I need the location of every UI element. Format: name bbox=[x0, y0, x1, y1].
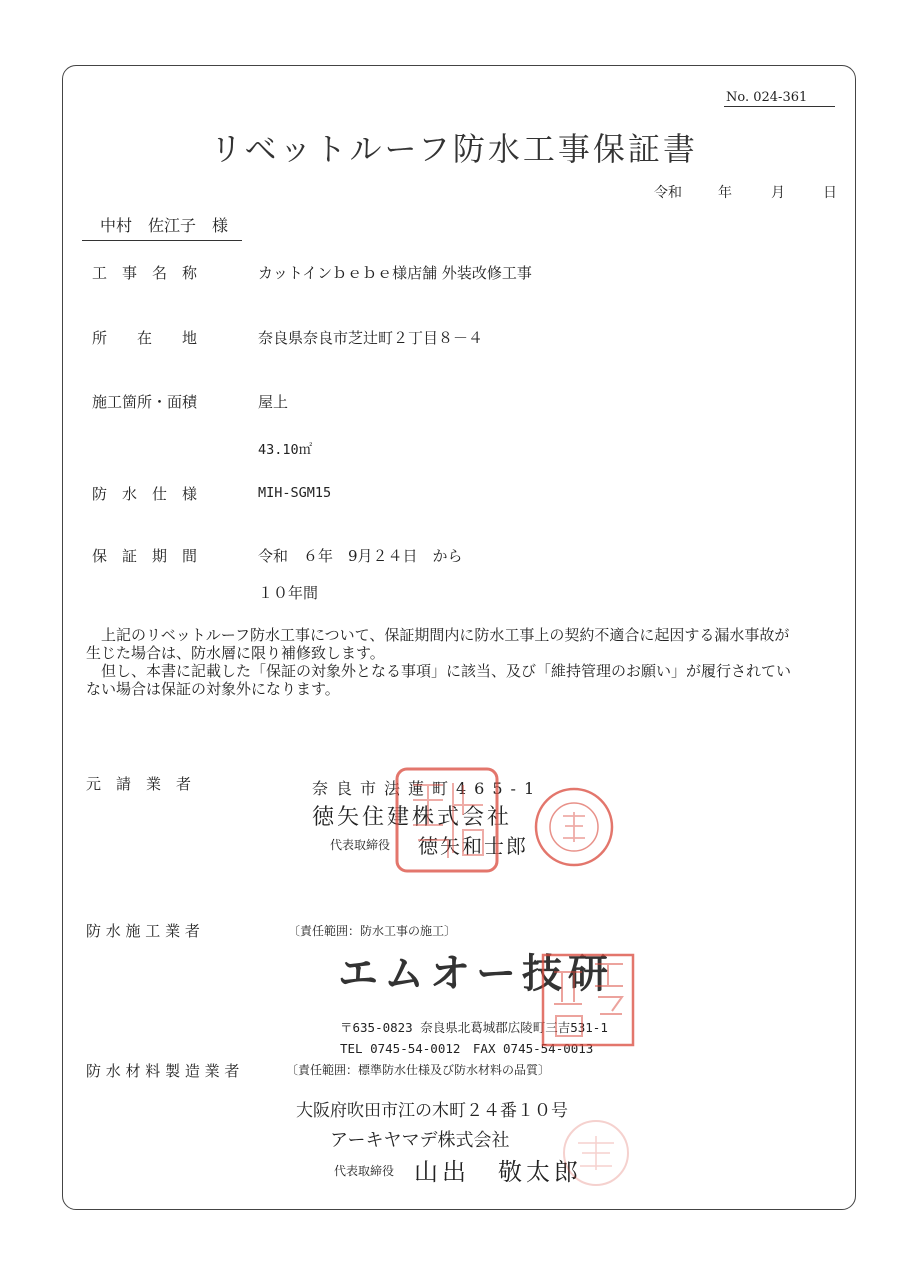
field-label-area: 施工箇所・面積 bbox=[92, 393, 198, 411]
prime-contractor-rep-title: 代表取締役 bbox=[330, 838, 391, 852]
square-seal-icon bbox=[393, 765, 501, 875]
document-number: No. 024-361 bbox=[724, 90, 835, 107]
waterproof-contractor-company: エムオー技研 bbox=[338, 951, 614, 997]
manufacturer-rep-title: 代表取締役 bbox=[334, 1164, 395, 1178]
field-value-project-name: カットインｂｅｂｅ様店舗 外装改修工事 bbox=[258, 264, 532, 282]
terms-line-2: 但し、本書に記載した「保証の対象外となる事項」に該当、及び「維持管理のお願い」が履行されていない場合は保証の対象外になります。 bbox=[86, 662, 792, 698]
date-day: 日 bbox=[823, 185, 837, 201]
terms-paragraph bbox=[86, 626, 796, 698]
manufacturer-scope: 〔責任範囲：標準防水仕様及び防水材料の品質〕 bbox=[286, 1063, 551, 1077]
field-value-location: 奈良県奈良市芝辻町２丁目８－４ bbox=[258, 329, 484, 347]
field-value-warranty-duration: １０年間 bbox=[258, 584, 319, 602]
waterproof-contractor-scope: 〔責任範囲：防水工事の施工〕 bbox=[288, 924, 457, 938]
waterproof-contractor-phone: TEL 0745-54-0012 FAX 0745-54-0013 bbox=[340, 1041, 594, 1056]
date-era: 令和 bbox=[654, 185, 682, 201]
prime-contractor-company: 徳矢住建株式会社 bbox=[312, 805, 513, 830]
field-value-area-location: 屋上 bbox=[258, 393, 289, 411]
terms-line-1: 上記のリベットルーフ防水工事について、保証期間内に防水工事上の契約不適合に起因する漏水事故が生じた場合は、防水層に限り補修致します。 bbox=[86, 626, 790, 662]
waterproof-contractor-address: 〒635-0823 奈良県北葛城郡広陵町三吉531-1 bbox=[340, 1020, 608, 1035]
field-label-project-name: 工 事 名 称 bbox=[92, 264, 198, 282]
prime-contractor-address: 奈良市法蓮町465-1 bbox=[312, 779, 543, 798]
field-value-spec: MIH-SGM15 bbox=[258, 485, 332, 501]
manufacturer-address: 大阪府吹田市江の木町２４番１０号 bbox=[296, 1101, 568, 1121]
field-label-spec: 防 水 仕 様 bbox=[92, 485, 198, 503]
date-month: 月 bbox=[771, 185, 785, 201]
field-value-warranty-start: 令和 ６年 9月２４日 から bbox=[258, 547, 463, 565]
document-title: リベットルーフ防水工事保証書 bbox=[210, 130, 698, 168]
round-seal-icon bbox=[533, 786, 615, 868]
prime-contractor-label: 元 請 業 者 bbox=[86, 775, 192, 793]
company-seal-icon bbox=[540, 952, 636, 1048]
field-value-area-size: 43.10㎡ bbox=[258, 442, 313, 458]
field-label-location: 所 在 地 bbox=[92, 329, 198, 347]
addressee: 中村 佐江子 様 bbox=[82, 213, 242, 241]
manufacturer-company: アーキヤマデ株式会社 bbox=[330, 1130, 510, 1151]
manufacturer-seal-icon bbox=[558, 1118, 634, 1188]
field-label-warranty-period: 保 証 期 間 bbox=[92, 547, 198, 565]
prime-contractor-rep-name: 徳矢和士郎 bbox=[418, 834, 528, 858]
manufacturer-label: 防 水 材 料 製 造 業 者 bbox=[86, 1062, 240, 1080]
date-year: 年 bbox=[718, 185, 732, 201]
manufacturer-rep-name: 山出 敬太郎 bbox=[414, 1158, 582, 1186]
waterproof-contractor-label: 防 水 施 工 業 者 bbox=[86, 922, 200, 940]
